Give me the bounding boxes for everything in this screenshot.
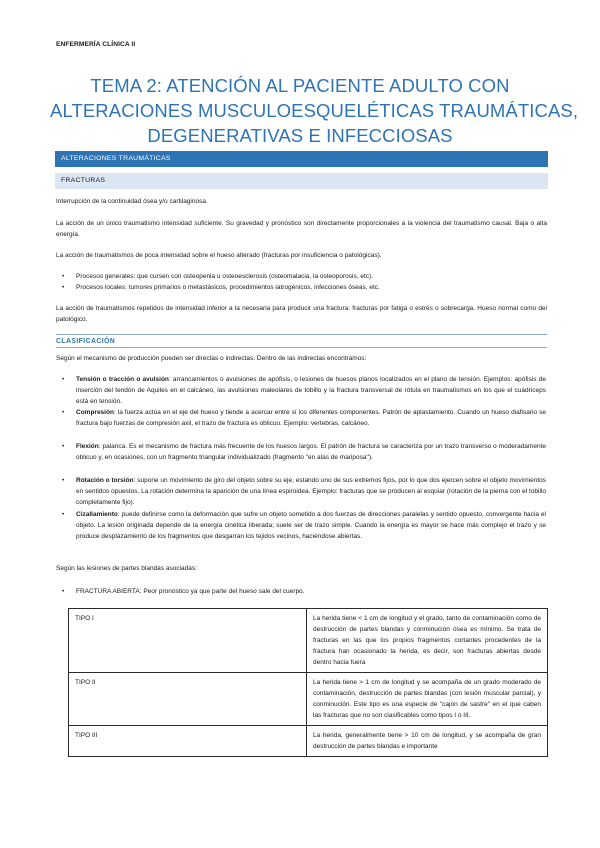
list-item-lead: Flexión	[76, 443, 99, 450]
paragraph: La acción de traumatismos de poca intensidad sobre el hueso alterado (fracturas por insuficiencia o patológicas).	[56, 252, 382, 259]
list-item-text: : la fuerza actúa en el eje del hueso y tiende a acercar entre sí los diferentes componentes. Patrón de aplastamiento. Cuando un hueso diafisario se fractura bajo fuerzas de compresión axil, el trazo de fractura es oblicuo. Ejemplo: vertebras, calcáneo.	[76, 409, 546, 427]
list-item	[62, 586, 546, 597]
table-row	[69, 609, 548, 673]
list-item-lead: Cizallamiento	[76, 511, 118, 518]
paragraph: La acción de traumatismos repetidos de intensidad inferior a la necesaria para producir una fractura: fracturas por fatiga o estrés o sobrecarga. Hueso normal como del patológico.	[56, 305, 547, 323]
list-item-lead: FRACTURA ABIERTA	[76, 588, 140, 595]
clasificacion-heading: CLASIFICACIÓN	[56, 338, 547, 348]
page-title	[50, 73, 579, 148]
list-item-lead: Compresión	[76, 409, 114, 416]
table-row	[69, 726, 548, 757]
title-line: TEMA 2: ATENCIÓN AL PACIENTE ADULTO CON	[90, 75, 510, 96]
table-cell-type: TIPO II	[69, 673, 307, 726]
list-item-lead: Rotación o torsión	[76, 477, 134, 484]
bullet-icon: •	[62, 284, 65, 291]
list-item	[62, 271, 546, 282]
list-item	[62, 509, 546, 542]
list-item	[62, 441, 546, 463]
bullet-icon: •	[62, 273, 65, 280]
table-cell-description: La herida tiene > 1 cm de longitud y se acompaña de un grado moderado de contaminación, destrucción de partes blandas (con lesión muscular parcial), y conminución. Este tipo es una especie de "cajón de sastre" en el que caben las fracturas que no son clasificables como tipos I o III.	[307, 673, 548, 726]
heading-rule	[56, 334, 547, 335]
bullet-icon: •	[62, 409, 65, 416]
list-item	[62, 374, 546, 407]
list-item	[62, 407, 546, 429]
list-item	[62, 282, 546, 293]
paragraph: La acción de un único traumatismo intensidad suficiente. Su gravedad y pronóstico son directamente proporcionales a la violencia del traumatismo causal. Baja o alta energía.	[56, 220, 547, 238]
list-item	[62, 475, 546, 508]
subsection-heading: FRACTURAS	[55, 173, 548, 189]
list-item-text: : supone un movimiento de giro del objeto sobre su eje, estando uno de sus extremos fijos, por lo que dos ejercen sobre el objeto movimientos en sentidos opuestos. La rotación determina la aparición de una línea espiroidea. Ejemplo: fracturas que se producen al esquiar (rotación de la pierna con el tobillo completamente fijo).	[76, 477, 546, 506]
paragraph: Según las lesiones de partes blandas asociadas:	[56, 565, 197, 572]
bullet-icon: •	[62, 477, 65, 484]
table-cell-description: La herida, generalmente tiene > 10 cm de longitud, y se acompaña de gran destrucción de partes blandas e importante	[307, 726, 548, 757]
table-row	[69, 673, 548, 726]
paragraph: Según el mecanismo de producción pueden ser directas o indirectas. Dentro de las indirectas encontramos:	[56, 355, 367, 362]
list-item-text: : Peor pronóstico ya que parte del hueso sale del cuerpo.	[139, 588, 305, 595]
list-item-text: : arrancamientos o avulsiones de apófisis, o lesiones de huesos planos localizados en el plano de tensión. Ejemplos: apófisis de inserción del tendón de Aquiles en el calcáneo, las avulsiones maleolares de tobillo y la fractura transversal de rótula en traumatismos en los que el cuádriceps está en tensión.	[76, 376, 546, 405]
list-item-text: : palanca. Es el mecanismo de fractura más frecuente de los huesos largos. El patrón de fractura se caracteriza por un trazo transverso o moderadamente oblicuo y, en ocasiones, con un fragmento triangular individualizado (fragmento "en alas de mariposa").	[76, 443, 546, 461]
table-cell-type: TIPO III	[69, 726, 307, 757]
bullet-icon: •	[62, 511, 65, 518]
table-cell-type: TIPO I	[69, 609, 307, 673]
list-item-text: Procesos locales: tumores primarios o metastásicos, procedimientos iatrogénicos, infecciones óseas, etc.	[76, 284, 380, 291]
list-item-lead: Tensión o tracción o avulsión	[76, 376, 169, 383]
fracture-types-table	[68, 608, 548, 757]
bullet-icon: •	[62, 443, 65, 450]
bullet-icon: •	[62, 376, 65, 383]
section-heading: ALTERACIONES TRAUMÁTICAS	[55, 151, 548, 167]
title-line: ALTERACIONES MUSCULOESQUELÉTICAS TRAUMÁTICAS,	[50, 100, 579, 121]
title-line: DEGENERATIVAS E INFECCIOSAS	[147, 125, 453, 146]
running-header: ENFERMERÍA CLÍNICA II	[56, 41, 136, 48]
list-item-text: Procesos generales: que cursen con osteopenia u osteoesclerosis (osteomalacia, la osteoporosis, etc).	[76, 273, 373, 280]
paragraph: Interrupción de la continuidad ósea y/o cartilaginosa.	[56, 198, 208, 205]
table-cell-description: La herida tiene < 1 cm de longitud y el grado, tanto de contaminación como de destrucción de partes blandas y conminución ósea es mínimo. Se trata de fracturas en las que los propios fragmentos cortantes procedentes de la fractura han ocasionado la herida, es decir, son fracturas abiertas desde dentro hacia fuera	[307, 609, 548, 673]
list-item-text: : puede definirse como la deformación que sufre un objeto sometido a dos fuerzas de direcciones paralelas y sentido opuesto, convergente hacia el objeto. La lesión originada depende de la energía cinética liberada; suele ser de trazo simple. Cuando la energía es mayor se hace más complejo el trazo y se produce desplazamiento de los fragmentos que desgarran los tejidos vecinos, haciéndose abiertas.	[76, 511, 546, 540]
bullet-icon: •	[62, 588, 65, 595]
